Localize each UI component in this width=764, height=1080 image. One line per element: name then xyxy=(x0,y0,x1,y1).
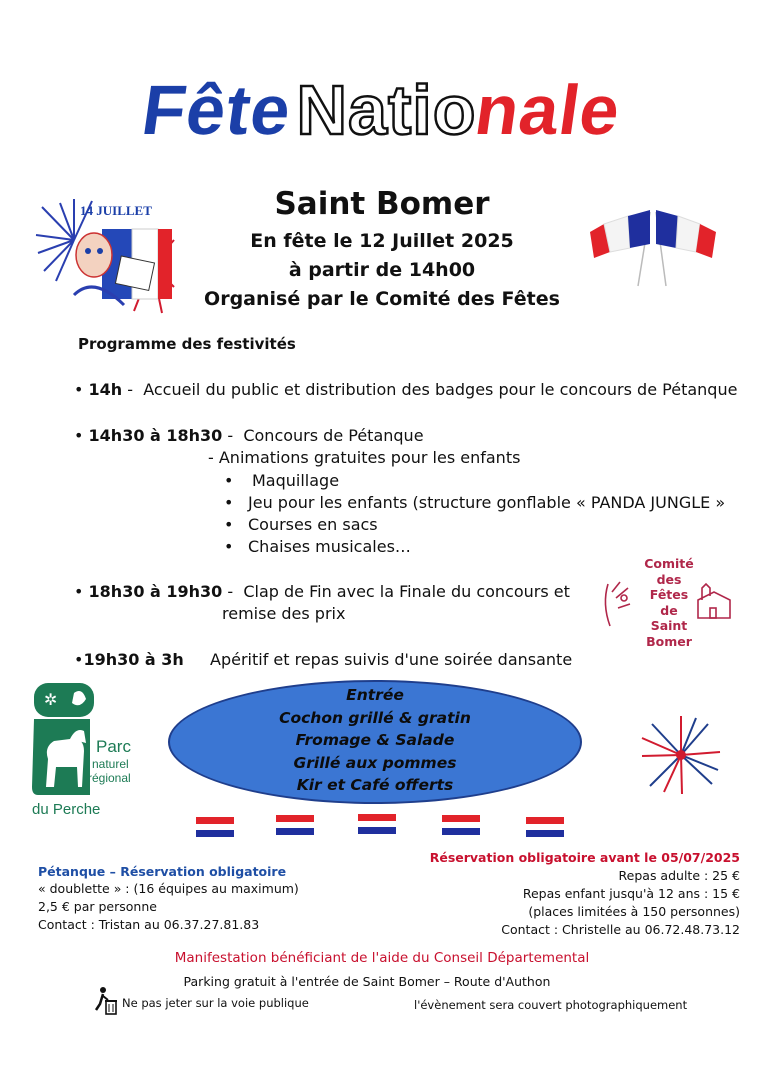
program-item-1-text: - Accueil du public et distribution des badges pour le concours de Pétanque xyxy=(122,380,738,399)
program-item-4-text: Apéritif et repas suivis d'une soirée dansante xyxy=(210,650,573,669)
program-bullet-1: • xyxy=(224,471,234,490)
program-item-1-time: 14h xyxy=(88,380,123,399)
event-start-time: à partir de 14h00 xyxy=(288,259,476,281)
menu-item-3: Fromage & Salade xyxy=(295,731,455,749)
repas-line-1: Repas adulte : 25 € xyxy=(618,868,740,883)
conseil-mention: Manifestation bénéficiant de l'aide du Conseil Départemental xyxy=(174,950,590,966)
program-item-3-text-2: remise des prix xyxy=(222,604,346,623)
program-item-2 xyxy=(74,426,424,445)
program-item-3 xyxy=(74,582,570,601)
program-bullet-2: • xyxy=(224,493,234,512)
svg-text:✲: ✲ xyxy=(44,690,58,709)
repas-heading: Réservation obligatoire avant le 05/07/2025 xyxy=(429,850,740,865)
juillet-badge: 14 JUILLET xyxy=(80,203,152,218)
event-date: En fête le 12 Juillet 2025 xyxy=(250,230,514,252)
title-fete: Fête xyxy=(137,71,297,149)
litter-notice: Ne pas jeter sur la voie publique xyxy=(122,996,309,1010)
comite-line-5: Saint xyxy=(650,618,688,633)
program-bullet-3-text: Courses en sacs xyxy=(248,515,378,534)
program-item-4 xyxy=(74,650,184,669)
program-item-2-sub: - Animations gratuites pour les enfants xyxy=(208,448,521,467)
parc-line-3: régional xyxy=(88,771,131,785)
parc-naturel-perche-logo xyxy=(30,683,138,825)
mini-flag xyxy=(442,815,480,835)
program-bullet-2-text: Jeu pour les enfants (structure gonflable « PANDA JUNGLE » xyxy=(248,493,726,512)
repas-line-2: Repas enfant jusqu'à 12 ans : 15 € xyxy=(522,886,740,901)
program-heading: Programme des festivités xyxy=(78,335,296,353)
menu-item-1: Entrée xyxy=(346,686,404,704)
program-item-2-text: - Concours de Pétanque xyxy=(222,426,424,445)
trash-icon xyxy=(94,986,118,1016)
comite-logo xyxy=(626,556,712,649)
program-bullet-1-text: Maquillage xyxy=(252,471,340,490)
petanque-line-2: 2,5 € par personne xyxy=(38,899,157,914)
town-name: Saint Bomer xyxy=(274,186,490,222)
petanque-line-1: « doublette » : (16 équipes au maximum) xyxy=(38,881,299,896)
petanque-heading: Pétanque – Réservation obligatoire xyxy=(38,864,287,879)
bullet: • xyxy=(74,582,84,601)
program-item-4-time: 19h30 à 3h xyxy=(83,650,184,669)
program-item-3-text: - Clap de Fin avec la Finale du concours et xyxy=(222,582,570,601)
menu-item-5: Kir et Café offerts xyxy=(296,776,454,794)
fireworks-illustration xyxy=(638,712,724,798)
event-organizer: Organisé par le Comité des Fêtes xyxy=(204,288,560,310)
repas-contact: Contact : Christelle au 06.72.48.73.12 xyxy=(501,922,740,937)
comite-line-2: des xyxy=(656,571,682,587)
comite-line-6: Bomer xyxy=(646,633,692,649)
program-item-3-time: 18h30 à 19h30 xyxy=(88,582,223,601)
petanque-contact: Contact : Tristan au 06.37.27.81.83 xyxy=(38,917,260,932)
bullet: • xyxy=(74,650,84,669)
mini-flag xyxy=(276,815,314,835)
repas-line-3: (places limitées à 150 personnes) xyxy=(528,904,740,919)
mini-flag xyxy=(526,817,564,837)
comite-line-1: Comité xyxy=(644,556,694,571)
bullet: • xyxy=(74,426,84,445)
parc-line-4: du Perche xyxy=(32,801,101,818)
parking-info: Parking gratuit à l'entrée de Saint Bomer – Route d'Authon xyxy=(183,974,551,989)
mini-flag xyxy=(196,817,234,837)
menu-item-2: Cochon grillé & gratin xyxy=(279,708,471,727)
program-bullet-3: • xyxy=(224,515,234,534)
parc-line-1: Parc xyxy=(96,737,131,756)
program-item-2-time: 14h30 à 18h30 xyxy=(88,426,223,445)
parc-line-2: naturel xyxy=(92,757,129,771)
mini-flag xyxy=(358,814,396,834)
program-bullet-4: • xyxy=(224,537,234,556)
comite-line-4: de xyxy=(660,602,678,618)
program-item-1 xyxy=(74,380,737,399)
bullet: • xyxy=(74,380,84,399)
photo-notice: l'évènement sera couvert photographiquement xyxy=(414,998,688,1012)
title-natio: Natio xyxy=(296,71,477,149)
page-title xyxy=(0,70,764,150)
menu-list xyxy=(168,684,582,797)
program-bullet-4-text: Chaises musicales… xyxy=(248,537,411,556)
comite-line-3: Fêtes xyxy=(649,587,689,602)
title-nale: nale xyxy=(470,71,627,149)
menu-item-4: Grillé aux pommes xyxy=(293,753,457,772)
